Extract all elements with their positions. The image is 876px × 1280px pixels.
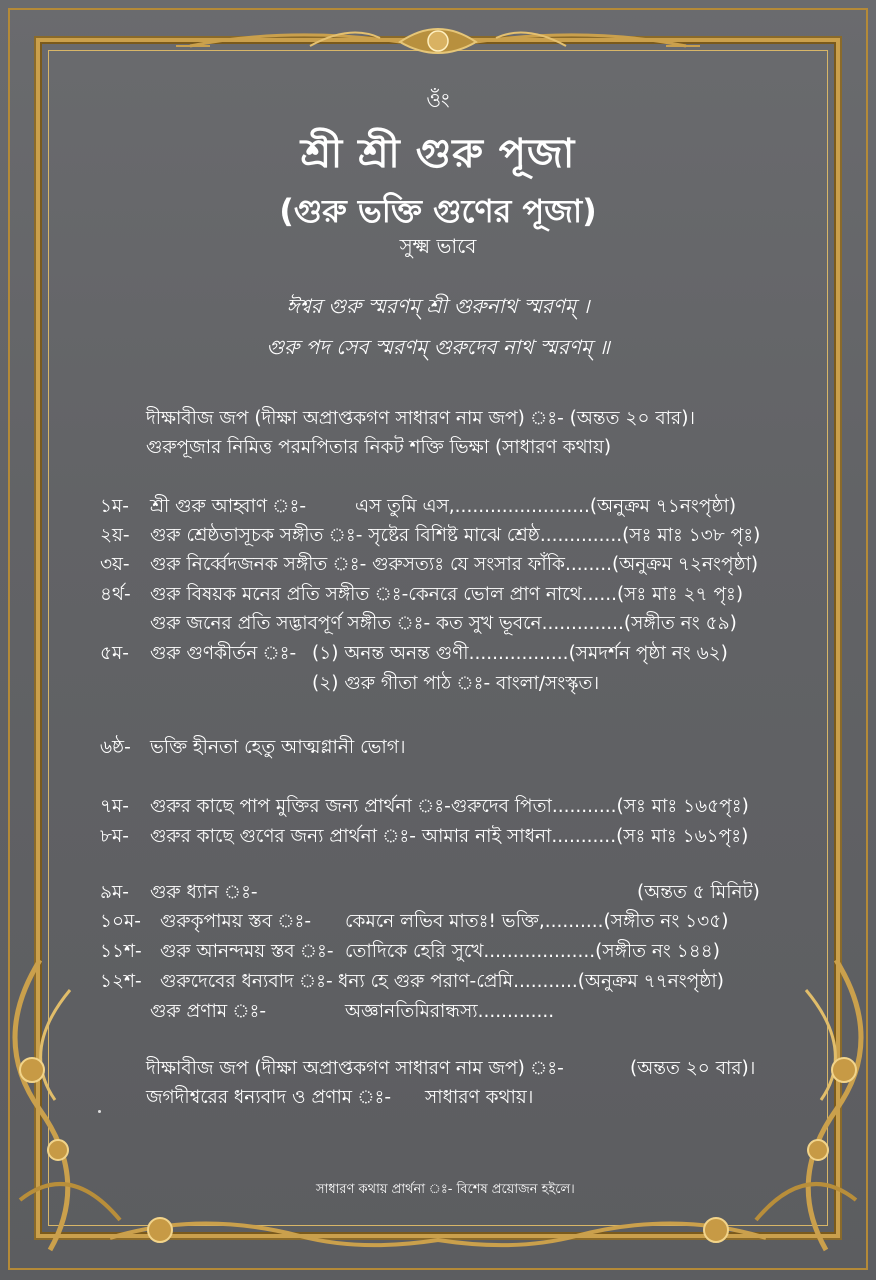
step-4-text: গুরু বিষয়ক মনের প্রতি সঙ্গীত ঃ-কেনরে ভোল প্রাণ নাথে......(সঃ মাঃ ২৭ পৃঃ) (150, 584, 744, 605)
step-7-num: ৭ম- (100, 796, 129, 817)
top-flourish-icon (170, 6, 706, 76)
step-8-text: গুরুর কাছে গুণের জন্য প্রার্থনা ঃ- আমার নাই সাধনা...........(সঃ মাঃ ১৬১পৃঃ) (150, 826, 749, 847)
step-9-num: ৯ম- (100, 882, 129, 903)
step-11-text: গুরু আনন্দময় স্তব ঃ- (160, 941, 334, 962)
step-6-num: ৬ষ্ঠ- (100, 737, 131, 758)
step-10-num: ১০ম- (100, 911, 141, 932)
intro-line-1: দীক্ষাবীজ জপ (দীক্ষা অপ্রাপ্তকগণ সাধারণ নাম জপ) ঃ- (অন্তত ২০ বার)। (146, 408, 696, 429)
step-3-num: ৩য়- (100, 554, 130, 575)
dot-mark (98, 1110, 101, 1113)
step-10-detail: কেমনে লভিব মাতঃ! ভক্তি,..........(সঙ্গীত নং ১৩৫) (345, 911, 729, 932)
closing-line-2-detail: সাধারণ কথায়। (425, 1087, 534, 1108)
step-3-text: গুরু নির্ব্বেদজনক সঙ্গীত ঃ- গুরুসত্যঃ যে সংসার ফাঁকি........(অনুক্রম ৭২নংপৃষ্ঠা) (150, 554, 759, 575)
step-5-num: ৫ম- (100, 643, 129, 664)
closing-line-1-detail: (অন্তত ২০ বার)। (630, 1058, 756, 1079)
bottom-flourish-icon (100, 1200, 776, 1270)
step-10-text: গুরুকৃপাময় স্তব ঃ- (160, 911, 312, 932)
page-subtitle: (গুরু ভক্তি গুণের পূজা) (279, 192, 597, 230)
step-1-text: শ্রী গুরু আহ্বাণ ঃ- (150, 496, 306, 517)
footer-note: সাধারণ কথায় প্রার্থনা ঃ- বিশেষ প্রয়োজন হইলে। (316, 1182, 575, 1197)
step-11-num: ১১শ- (100, 941, 142, 962)
step-2-num: ২য়- (100, 525, 130, 546)
step-5-text: গুরু গুণকীর্তন ঃ- (150, 643, 297, 664)
step-4b-text: গুরু জনের প্রতি সদ্ভাবপূর্ণ সঙ্গীত ঃ- কত সুখ ভূবনে..............(সঙ্গীত নং ৫৯) (150, 613, 737, 634)
step-12-detail: ধন্য হে গুরু পরাণ-প্রেমি...........(অনুক্রম ৭৭নংপৃষ্ঠা) (338, 971, 724, 992)
step-6-text: ভক্তি হীনতা হেতু আত্মগ্লানী ভোগ। (150, 737, 406, 758)
step-7-text: গুরুর কাছে পাপ মুক্তির জন্য প্রার্থনা ঃ-গুরুদেব পিতা...........(সঃ মাঃ ১৬৫পৃঃ) (150, 796, 749, 817)
verse-line-2: গুরু পদ সেব স্মরণম্ গুরুদেব নাথ স্মরণম্ ॥ (266, 335, 610, 359)
step-9-detail: (অন্তত ৫ মিনিট) (637, 882, 760, 903)
mode-label: সুক্ষ্ম ভাবে (399, 234, 477, 258)
intro-line-2: গুরুপূজার নিমিত্ত পরমপিতার নিকট শক্তি ভিক্ষা (সাধারণ কথায়) (146, 437, 612, 458)
page-title: শ্রী শ্রী গুরু পূজা (300, 131, 576, 177)
step-5-detail-1: (১) অনন্ত অনন্ত গুণী.................(সমদর্শন পৃষ্ঠা নং ৬২) (312, 643, 728, 664)
step-1-detail: এস তুমি এস,.......................(অনুক্রম ৭১নংপৃষ্ঠা) (355, 496, 737, 517)
step-9-text: গুরু ধ্যান ঃ- (150, 882, 258, 903)
step-1-num: ১ম- (100, 496, 129, 517)
verse-line-1: ঈশ্বর গুরু স্মরণম্ শ্রী গুরুনাথ স্মরণম্ । (286, 294, 590, 318)
step-11-detail: তোদিকে হেরি সুখে...................(সঙ্গীত নং ১৪৪) (345, 941, 721, 962)
om-symbol: ওঁং (426, 88, 450, 112)
step-8-num: ৮ম- (100, 826, 129, 847)
guru-pranam-detail: অজ্ঞানতিমিরান্ধস্য............. (345, 1001, 555, 1022)
step-12-text: গুরুদেবের ধন্যবাদ ঃ- (160, 971, 333, 992)
step-4-num: ৪র্থ- (100, 584, 131, 605)
step-2-text: গুরু শ্রেষ্ঠতাসূচক সঙ্গীত ঃ- সৃষ্টের বিশিষ্ট মাঝে শ্রেষ্ঠ..............(সঃ মাঃ ১৩৮ পৃঃ) (150, 525, 761, 546)
step-12-num: ১২শ- (100, 971, 142, 992)
closing-line-2: জগদীশ্বরের ধন্যবাদ ও প্রণাম ঃ- (146, 1087, 392, 1108)
closing-line-1: দীক্ষাবীজ জপ (দীক্ষা অপ্রাপ্তকগণ সাধারণ নাম জপ) ঃ- (146, 1058, 564, 1079)
step-5-detail-2: (২) গুরু গীতা পাঠ ঃ- বাংলা/সংস্কৃত। (312, 673, 600, 694)
guru-pranam-label: গুরু প্রণাম ঃ- (150, 1001, 267, 1022)
